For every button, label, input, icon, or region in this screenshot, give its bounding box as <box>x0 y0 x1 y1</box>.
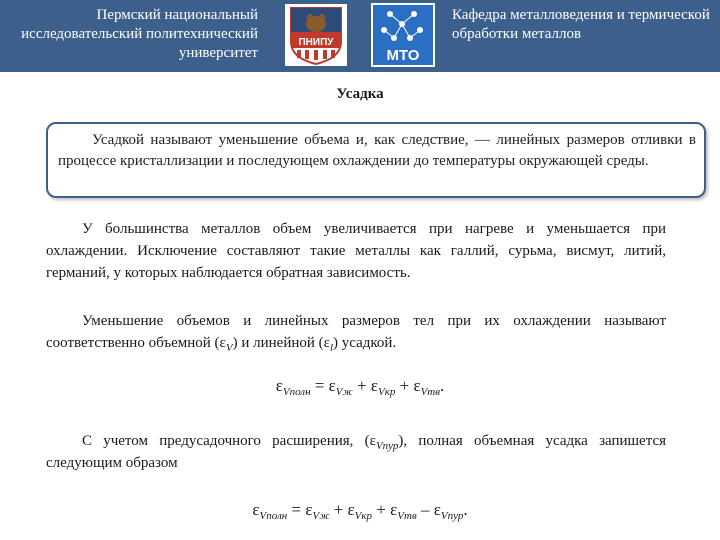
mto-logo-icon <box>370 2 436 68</box>
paragraph-shrinkage-types: Уменьшение объемов и линейных размеров тел при их охлаждении называют соответственно объемной $(\varepsilon_V)$ и линейной $(\varepsilon_l)$ усадкой. <box>46 313 666 354</box>
definition-box <box>46 122 706 198</box>
formula-total-shrinkage-with-preshrinkage: $\varepsilon_{Vполн} = \varepsilon_{Vж} + \varepsilon_{Vкр} + \varepsilon_{Vтв} - \varepsilon_{Vпур}$. <box>252 500 468 522</box>
formula-total-shrinkage: $\varepsilon_{Vполн} = \varepsilon_{Vж} + \varepsilon_{Vкр} + \varepsilon_{Vтв}$. <box>275 376 445 398</box>
paragraph-preshrinkage: С учетом предусадочного расширения, $(\varepsilon_{Vпур})$, полная объемная усадка запишется следующим образом <box>46 433 667 471</box>
svg-text:ПНИПУ: ПНИПУ <box>298 37 334 48</box>
department-name: Кафедра металловедения и термической обработки металлов <box>452 7 710 42</box>
paragraph-expansion: У большинства металлов объем увеличивается при нагреве и уменьшается при охлаждении. Исключение составляют такие металлы как галлий, сурьма, висмут, литий, германий, у которых наблюдается обратная зависимость. <box>46 221 666 281</box>
page-title: Усадка <box>336 86 384 102</box>
definition-text: Усадкой называют уменьшение объема и, как следствие, — линейных размеров отливки в процессе кристаллизации и последующем охлаждении до температуры окружающей среды. <box>58 132 696 169</box>
university-name: Пермский национальный исследовательский политехнический университет <box>21 7 258 61</box>
svg-text:МТО: МТО <box>386 47 420 64</box>
header-bar <box>0 0 720 72</box>
pnipu-logo-icon <box>283 2 349 68</box>
